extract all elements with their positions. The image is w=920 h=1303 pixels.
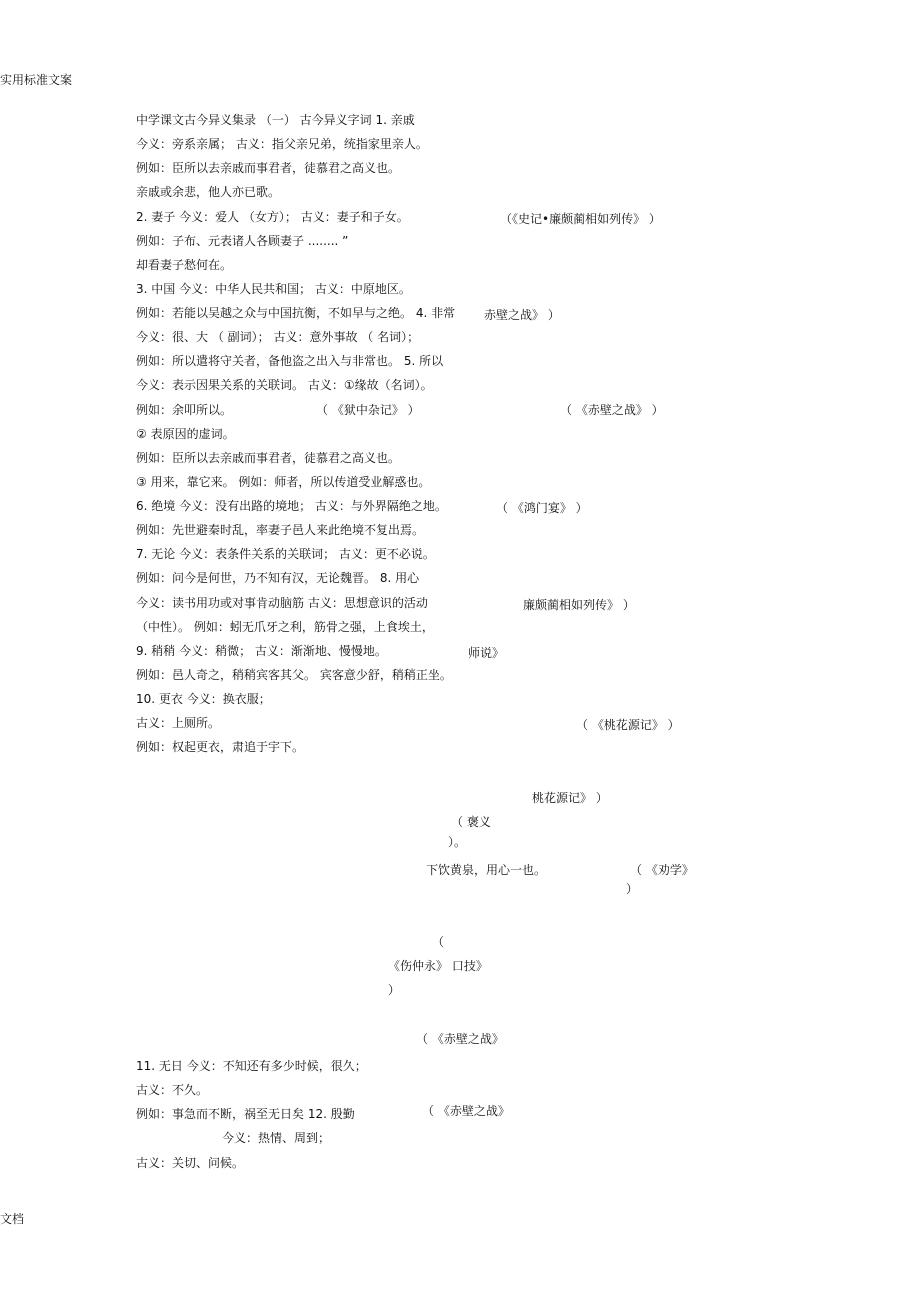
- citation: （ 《鸿门宴》 ）: [496, 501, 588, 515]
- text-line: 例如：所以遣将守关者，备他盗之出入与非常也。 5. 所以: [136, 354, 444, 368]
- floating-fragment: 《伤仲永》 口技》: [388, 959, 488, 973]
- floating-fragment: 桃花源记》 ）: [532, 791, 608, 805]
- citation: 廉颇蔺相如列传》 ）: [523, 598, 635, 612]
- text-line: 例如：余叩所以。: [136, 403, 233, 417]
- text-line: （中性）。 例如：蚓无爪牙之利，筋骨之强，上食埃土，: [136, 620, 434, 634]
- text-line: 古义：不久。: [136, 1083, 209, 1097]
- floating-fragment: （ 《赤壁之战》: [416, 1032, 504, 1046]
- citation: （ 《狱中杂记》 ）: [316, 403, 420, 417]
- text-line: 例如：子布、元表诸人各顾妻子 ........ ”: [136, 234, 349, 248]
- text-line: 今义：表示因果关系的关联词。 古义：①缘故（名词）。: [136, 378, 433, 392]
- text-line: 今义：旁系亲属； 古义：指父亲兄弟，统指家里亲人。: [136, 137, 428, 151]
- text-line: 9. 稍稍 今义：稍微； 古义：渐渐地、慢慢地。: [136, 644, 387, 658]
- text-line: 古义：关切、问候。: [136, 1156, 245, 1170]
- text-line: 6. 绝境 今义：没有出路的境地； 古义：与外界隔绝之地。: [136, 499, 447, 513]
- text-line: 例如：权起更衣，肃追于宇下。: [136, 740, 305, 754]
- text-line: 例如：事急而不断，祸至无日矣 12. 殷勤: [136, 1107, 355, 1121]
- floating-fragment: （ 《劝学》: [630, 863, 694, 877]
- citation: （《史记•廉颇蔺相如列传》 ）: [500, 212, 661, 226]
- text-line: 今义：热情、周到；: [222, 1131, 331, 1145]
- citation: （ 《赤壁之战》 ）: [560, 403, 664, 417]
- text-line: 10. 更衣 今义：换衣服；: [136, 692, 271, 706]
- text-line: 例如：问今是何世，乃不知有汉，无论魏晋。 8. 用心: [136, 571, 420, 585]
- text-line: 今义：很、大 （ 副词）； 古义：意外事故 （ 名词）；: [136, 330, 420, 344]
- floating-fragment: ）: [388, 983, 401, 997]
- text-line: 例如：若能以吴越之众与中国抗衡，不如早与之绝。 4. 非常: [136, 306, 456, 320]
- floating-fragment: （ 褒义: [451, 815, 491, 829]
- floating-fragment: （: [432, 935, 445, 949]
- citation: （ 《赤壁之战》: [422, 1104, 510, 1118]
- page-header-title: 实用标准文案: [0, 73, 73, 87]
- text-line: 中学课文古今异义集录 （一） 古今异义字词 1. 亲戚: [136, 113, 415, 127]
- page-footer-label: 文档: [0, 1212, 25, 1226]
- text-line: 却看妻子愁何在。: [136, 258, 233, 272]
- citation: 赤壁之战》 ）: [484, 308, 560, 322]
- text-line: 7. 无论 今义：表条件关系的关联词； 古义：更不必说。: [136, 547, 435, 561]
- text-line: 3. 中国 今义：中华人民共和国； 古义：中原地区。: [136, 282, 411, 296]
- text-line: ② 表原因的虚词。: [136, 427, 235, 441]
- text-line: 亲戚或余悲，他人亦已歌。: [136, 185, 281, 199]
- text-line: ③ 用来，靠它来。 例如：师者，所以传道受业解惑也。: [136, 475, 431, 489]
- text-line: 古义：上厕所。: [136, 716, 221, 730]
- text-line: 例如：臣所以去亲戚而事君者，徒慕君之高义也。: [136, 451, 401, 465]
- floating-fragment: 下饮黄泉，用心一也。: [426, 863, 547, 877]
- citation: （ 《桃花源记》 ）: [576, 718, 680, 732]
- text-line: 例如：先世避秦时乱，率妻子邑人来此绝境不复出焉。: [136, 523, 425, 537]
- text-line: 例如：邑人奇之，稍稍宾客其父。 宾客意少舒，稍稍正坐。: [136, 668, 452, 682]
- floating-fragment: ）: [626, 882, 639, 896]
- citation: 师说》: [468, 646, 505, 660]
- floating-fragment: ）。: [448, 835, 467, 849]
- text-line: 今义：读书用功或对事肯动脑筋 古义：思想意识的活动: [136, 596, 428, 610]
- text-line: 例如：臣所以去亲戚而事君者，徒慕君之高义也。: [136, 161, 401, 175]
- text-line: 11. 无日 今义：不知还有多少时候，很久；: [136, 1059, 367, 1073]
- text-line: 2. 妻子 今义：爱人 （女方）； 古义：妻子和子女。: [136, 210, 409, 224]
